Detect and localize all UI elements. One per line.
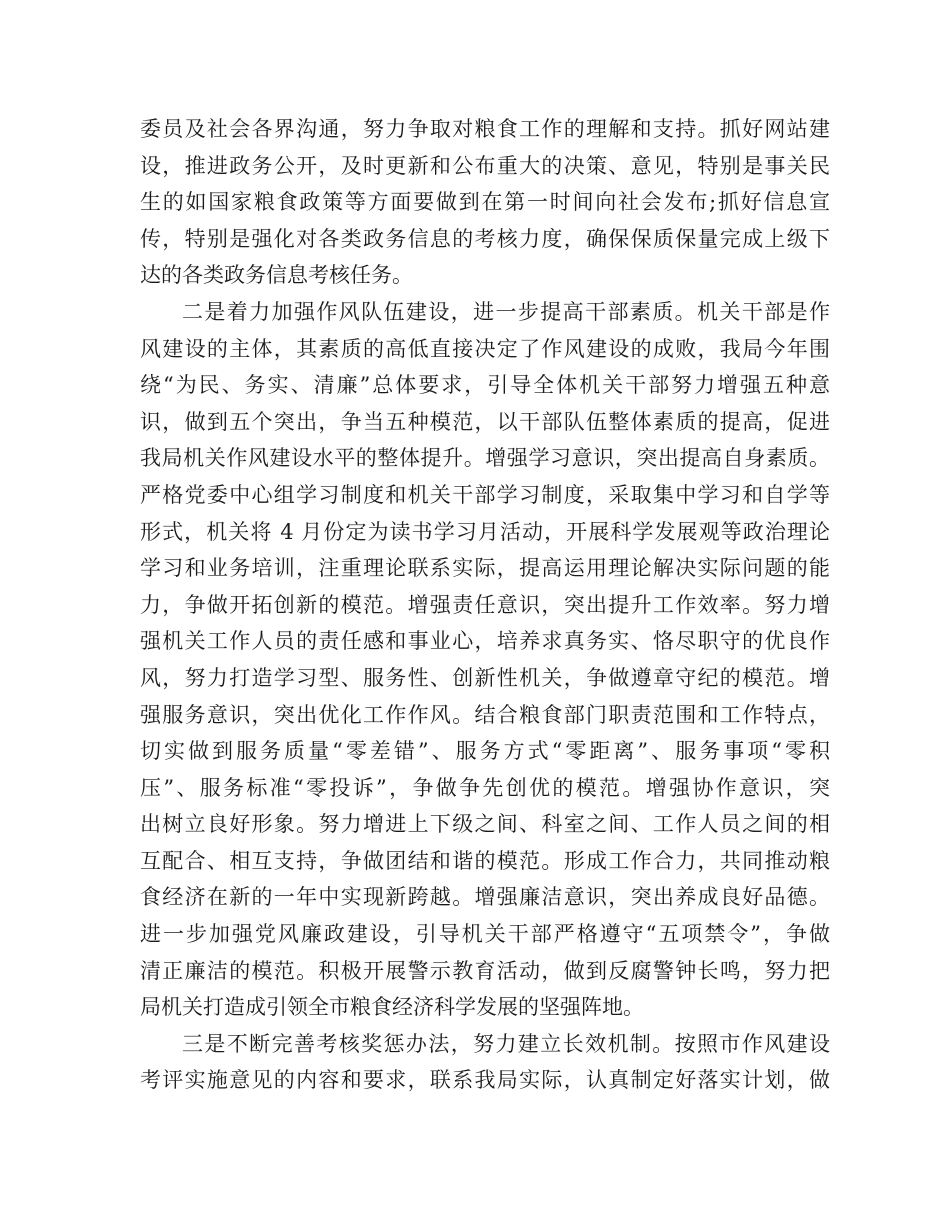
text-line: 绕“为民、务实、清廉”总体要求，引导全体机关干部努力增强五种意 <box>140 373 830 398</box>
text-line: 进一步加强党风廉政建设，引导机关干部严格遵守“五项禁令”，争做 <box>140 922 830 947</box>
body-text <box>140 111 830 1099</box>
text-line: 识，做到五个突出，争当五种模范，以干部队伍整体素质的提高，促进 <box>140 409 830 434</box>
text-line: 出树立良好形象。努力增进上下级之间、科室之间、工作人员之间的相 <box>140 812 830 837</box>
text-line: 考评实施意见的内容和要求，联系我局实际，认真制定好落实计划，做 <box>140 1068 830 1093</box>
text-line: 传，特别是强化对各类政务信息的考核力度，确保保质保量完成上级下 <box>140 226 830 251</box>
text-line: 形式，机关将 4 月份定为读书学习月活动，开展科学发展观等政治理论 <box>140 519 830 544</box>
text-line: 学习和业务培训，注重理论联系实际，提高运用理论解决实际问题的能 <box>140 556 830 581</box>
text-line: 力，争做开拓创新的模范。增强责任意识，突出提升工作效率。努力增 <box>140 592 830 617</box>
text-line: 互配合、相互支持，争做团结和谐的模范。形成工作合力，共同推动粮 <box>140 848 830 873</box>
text-line: 设，推进政务公开，及时更新和公布重大的决策、意见，特别是事关民 <box>140 153 830 178</box>
text-line: 生的如国家粮食政策等方面要做到在第一时间向社会发布;抓好信息宣 <box>140 190 830 215</box>
text-line: 风，努力打造学习型、服务性、创新性机关，争做遵章守纪的模范。增 <box>140 665 830 690</box>
text-line: 局机关打造成引领全市粮食经济科学发展的坚强阵地。 <box>140 995 644 1020</box>
paragraph-start-line: 二是着力加强作风队伍建设，进一步提高干部素质。机关干部是作 <box>182 299 830 324</box>
text-line: 强服务意识，突出优化工作作风。结合粮食部门职责范围和工作特点， <box>140 702 830 727</box>
text-line: 切实做到服务质量“零差错”、服务方式“零距离”、服务事项“零积 <box>140 739 830 764</box>
text-line: 食经济在新的一年中实现新跨越。增强廉洁意识，突出养成良好品德。 <box>140 885 830 910</box>
text-line: 我局机关作风建设水平的整体提升。增强学习意识，突出提高自身素质。 <box>140 446 830 471</box>
text-line: 强机关工作人员的责任感和事业心，培养求真务实、恪尽职守的优良作 <box>140 629 830 654</box>
text-line: 风建设的主体，其素质的高低直接决定了作风建设的成败，我局今年围 <box>140 336 830 361</box>
paragraph-start-line: 三是不断完善考核奖惩办法，努力建立长效机制。按照市作风建设 <box>182 1031 830 1056</box>
text-line: 清正廉洁的模范。积极开展警示教育活动，做到反腐警钟长鸣，努力把 <box>140 958 830 983</box>
text-line: 达的各类政务信息考核任务。 <box>140 263 413 288</box>
text-line: 压”、服务标准“零投诉”，争做争先创优的模范。增强协作意识，突 <box>140 775 830 800</box>
text-line: 委员及社会各界沟通，努力争取对粮食工作的理解和支持。抓好网站建 <box>140 117 830 141</box>
text-line: 严格党委中心组学习制度和机关干部学习制度，采取集中学习和自学等 <box>140 482 830 507</box>
